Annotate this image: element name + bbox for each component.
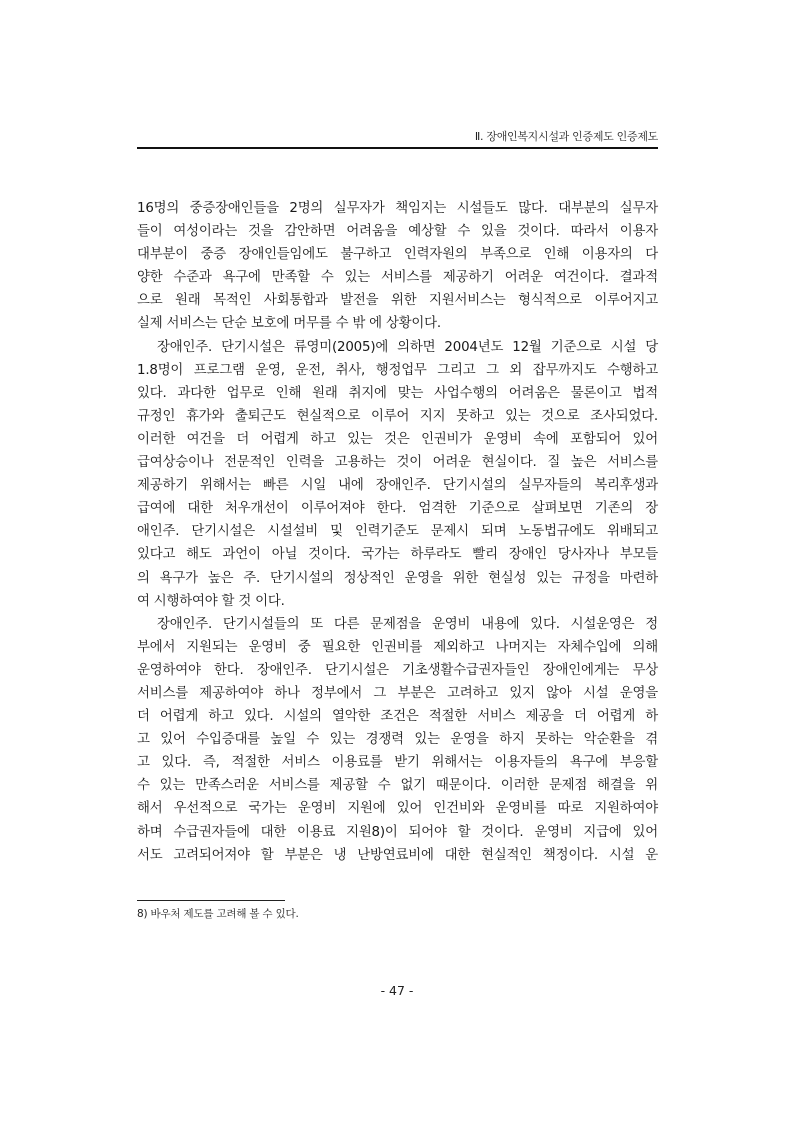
text-line: 고 있어 수입증대를 높일 수 있는 경쟁력 있는 운영을 하지 못하는 악순환을 겪 bbox=[137, 732, 658, 748]
text-line: 들이 여성이라는 것을 감안하면 어려움을 예상할 수 있을 것이다. 따라서 이용자 bbox=[137, 224, 658, 240]
text-line: 16명의 중증장애인들을 2명의 실무자가 책임지는 시설들도 많다. 대부분의 실무자 bbox=[137, 201, 658, 216]
text-line: 부에서 지원되는 운영비 중 필요한 인권비를 제외하고 나머지는 자체수입에 의해 bbox=[137, 639, 658, 655]
text-line: 애인주. 단기시설은 시설설비 및 인력기준도 문제시 되며 노동법규에도 위배되고 bbox=[137, 524, 658, 540]
footnote: 8) 바우처 제도를 고려해 볼 수 있다. bbox=[137, 908, 299, 920]
text-line: 급여상승이나 전문적인 인력을 고용하는 것이 어려운 현실이다. 질 높은 서비스를 bbox=[137, 455, 658, 471]
text-line: 하며 수급권자들에 대한 이용료 지원8)이 되어야 할 것이다. 운영비 지급에 있어 bbox=[137, 824, 658, 840]
text-line: 있다고 해도 과언이 아닐 것이다. 국가는 하루라도 빨리 장애인 당사자나 부모들 bbox=[137, 547, 658, 563]
text-line: 대부분이 중증 장애인들임에도 불구하고 인력자원의 부족으로 인해 이용자의 다 bbox=[137, 247, 658, 263]
text-line: 양한 수준과 욕구에 만족할 수 있는 서비스를 제공하기 어려운 여건이다. 결과적 bbox=[137, 270, 658, 286]
text-line: 규정인 휴가와 출퇴근도 현실적으로 이루어 지지 못하고 있는 것으로 조사되었다. bbox=[137, 408, 658, 424]
text-line: 제공하기 위해서는 빠른 시일 내에 장애인주. 단기시설의 실무자들의 복리후생과 bbox=[137, 478, 658, 494]
text-line: 서비스를 제공하여야 하나 정부에서 그 부분은 고려하고 있지 않아 시설 운영을 bbox=[137, 685, 658, 701]
text-line: 장애인주. 단기시설은 류영미(2005)에 의하면 2004년도 12월 기준으로 시설 당 bbox=[157, 339, 658, 355]
running-header: Ⅱ. 장애인복지시설과 인증제도 인증제도 bbox=[474, 130, 658, 143]
text-line: 급여에 대한 처우개선이 이루어져야 한다. 엄격한 기준으로 살펴보면 기존의 장 bbox=[137, 501, 658, 517]
text-line: 운영하여야 한다. 장애인주. 단기시설은 기초생활수급권자들인 장애인에게는 무상 bbox=[137, 662, 658, 678]
text-line: 서도 고려되어져야 할 부분은 냉 난방연료비에 대한 현실적인 책정이다. 시설 운 bbox=[137, 847, 658, 863]
text-line: 수 있는 만족스러운 서비스를 제공할 수 없기 때문이다. 이러한 문제점 해결을 위 bbox=[137, 778, 658, 794]
header-rule bbox=[137, 147, 658, 149]
text-line: 해서 우선적으로 국가는 운영비 지원에 있어 인건비와 운영비를 따로 지원하여야 bbox=[137, 801, 658, 817]
text-line: 이러한 여건을 더 어렵게 하고 있는 것은 인권비가 운영비 속에 포함되어 있어 bbox=[137, 431, 658, 447]
text-line: 있다. 과다한 업무로 인해 원래 취지에 맞는 사업수행의 어려움은 물론이고 법적 bbox=[137, 385, 658, 401]
footnote-rule bbox=[137, 900, 285, 901]
body-text bbox=[137, 197, 658, 867]
text-line: 1.8명이 프로그램 운영, 운전, 취사, 행정업무 그리고 그 외 잡무까지도 수행하고 bbox=[137, 362, 658, 378]
text-line: 장애인주. 단기시설들의 또 다른 문제점을 운영비 내용에 있다. 시설운영은 정 bbox=[157, 616, 658, 632]
text-line: 여 시행하여야 할 것 이다. bbox=[137, 593, 285, 609]
text-line: 의 욕구가 높은 주. 단기시설의 정상적인 운영을 위한 현실성 있는 규정을 마련하 bbox=[137, 570, 658, 586]
text-line: 실제 서비스는 단순 보호에 머무를 수 밖 에 상황이다. bbox=[137, 316, 441, 332]
text-line: 더 어렵게 하고 있다. 시설의 열악한 조건은 적절한 서비스 제공을 더 어렵게 하 bbox=[137, 709, 658, 725]
text-line: 고 있다. 즉, 적절한 서비스 이용료를 받기 위해서는 이용자들의 욕구에 부응할 bbox=[137, 755, 658, 771]
page-number: - 47 - bbox=[380, 983, 414, 998]
text-line: 으로 원래 목적인 사회통합과 발전을 위한 지원서비스는 형식적으로 이루어지고 bbox=[137, 293, 658, 309]
